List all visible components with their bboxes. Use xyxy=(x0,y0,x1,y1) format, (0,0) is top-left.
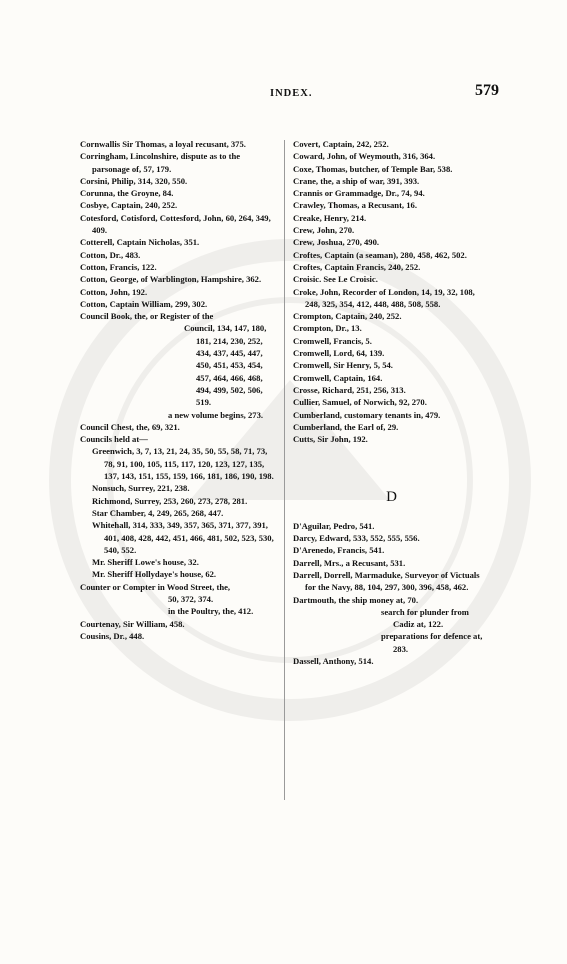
index-entry: Cotton, Dr., 483. xyxy=(80,249,141,260)
index-entry: Cromwell, Francis, 5. xyxy=(293,335,372,346)
index-entry: Cromwell, Captain, 164. xyxy=(293,372,383,383)
page-header xyxy=(0,82,567,102)
index-entry: Cousins, Dr., 448. xyxy=(80,630,145,641)
index-entry: Croftes, Captain (a seaman), 280, 458, 462, 502. xyxy=(293,249,467,260)
index-entry: Richmond, Surrey, 253, 260, 273, 278, 281. xyxy=(92,495,248,506)
index-entry: Mr. Sheriff Lowe's house, 32. xyxy=(92,557,199,568)
index-entry: Councils held at— xyxy=(80,434,148,445)
index-entry: Cotesford, Cotisford, Cottesford, John, 60, 264, 349, 409. xyxy=(80,212,271,236)
c-entries xyxy=(293,138,491,445)
index-entry: Dassell, Anthony, 514. xyxy=(293,655,374,666)
index-entry: Corsini, Philip, 314, 320, 550. xyxy=(80,175,188,186)
index-entry: 50, 372, 374. xyxy=(168,593,214,604)
index-entry: Council Book, the, or Register of the xyxy=(80,311,214,322)
index-entry: Cotton, Captain William, 299, 302. xyxy=(80,298,208,309)
index-entry: Crane, the, a ship of war, 391, 393. xyxy=(293,175,420,186)
index-entry: Crompton, Dr., 13. xyxy=(293,323,362,334)
page-number: 579 xyxy=(475,82,499,99)
index-entry: Nonsuch, Surrey, 221, 238. xyxy=(92,483,190,494)
index-entry: Whitehall, 314, 333, 349, 357, 365, 371, 377, 391, 401, 408, 428, 442, 451, 466, 481, 502, 523, 530, 540, 552. xyxy=(92,520,274,555)
index-entry: Croke, John, Recorder of London, 14, 19, 32, 108, 248, 325, 354, 412, 448, 488, 508, 558. xyxy=(293,286,475,309)
index-entry: Creake, Henry, 214. xyxy=(293,212,367,223)
index-entry: Cornwallis Sir Thomas, a loyal recusant, 375. xyxy=(80,139,246,149)
index-entry: Council, 134, 147, 180, 181, 214, 230, 252, 434, 437, 445, 447, 450, 451, 453, 454, 457, 464, 466, 468, 494, 499, 502, 506, 519. xyxy=(184,323,267,408)
index-entry: Corringham, Lincolnshire, dispute as to the parsonage of, 57, 179. xyxy=(80,151,241,174)
index-entry: Croftes, Captain Francis, 240, 252. xyxy=(293,261,421,272)
index-entry: Crompton, Captain, 240, 252. xyxy=(293,311,402,322)
index-column-right xyxy=(293,138,491,667)
index-entry: Cutts, Sir John, 192. xyxy=(293,434,368,445)
index-column-left xyxy=(80,138,278,642)
d-entries xyxy=(293,520,491,668)
index-entry: Cromwell, Lord, 64, 139. xyxy=(293,348,385,359)
index-entry: Greenwich, 3, 7, 13, 21, 24, 35, 50, 55, 58, 71, 73, 78, 91, 100, 105, 115, 117, 120, 123, 127, 135, 137, 143, 151, 155, 159, 166, 181, 186, 190, 198. xyxy=(92,446,274,482)
index-entry: Cromwell, Sir Henry, 5, 54. xyxy=(293,360,393,371)
index-entry: Cotton, John, 192. xyxy=(80,286,148,297)
index-entry: D'Aguilar, Pedro, 541. xyxy=(293,520,375,531)
index-entry: in the Poultry, the, 412. xyxy=(168,606,254,617)
index-entry: Counter or Compter in Wood Street, the, xyxy=(80,581,231,592)
index-entry: Darrell, Dorrell, Marmaduke, Surveyor of Victuals for the Navy, 88, 104, 297, 300, 396, 458, 462. xyxy=(293,569,480,593)
index-entry: Darcy, Edward, 533, 552, 555, 556. xyxy=(293,533,420,544)
index-entry: Coward, John, of Weymouth, 316, 364. xyxy=(293,151,436,162)
index-entry: Crew, Joshua, 270, 490. xyxy=(293,237,380,248)
index-entry: Cotterell, Captain Nicholas, 351. xyxy=(80,237,200,248)
column-divider xyxy=(284,140,285,800)
index-entry: Council Chest, the, 69, 321. xyxy=(80,421,180,432)
index-entry: Coxe, Thomas, butcher, of Temple Bar, 538. xyxy=(293,163,453,174)
index-entry: Cotton, Francis, 122. xyxy=(80,261,157,272)
index-entry: Croisic. See Le Croisic. xyxy=(293,274,378,285)
index-entry: search for plunder from Cadiz at, 122. xyxy=(381,606,469,630)
index-entry: Cumberland, customary tenants in, 479. xyxy=(293,409,441,420)
section-letter: D xyxy=(386,489,398,506)
index-entry: Cosbye, Captain, 240, 252. xyxy=(80,200,178,211)
index-entry: Crew, John, 270. xyxy=(293,225,355,236)
index-entry: Crannis or Grammadge, Dr., 74, 94. xyxy=(293,188,425,199)
index-entry: Crosse, Richard, 251, 256, 313. xyxy=(293,384,406,395)
index-entry: Star Chamber, 4, 249, 265, 268, 447. xyxy=(92,507,224,518)
index-entry: Mr. Sheriff Hollydaye's house, 62. xyxy=(92,569,217,580)
index-entry: Crawley, Thomas, a Recusant, 16. xyxy=(293,200,417,211)
index-entry: Dartmouth, the ship money at, 70. xyxy=(293,594,419,605)
index-entry: Courtenay, Sir William, 458. xyxy=(80,618,185,629)
index-entry: Cumberland, the Earl of, 29. xyxy=(293,421,399,432)
index-entry: Corunna, the Groyne, 84. xyxy=(80,188,174,199)
index-entry: preparations for defence at, 283. xyxy=(381,631,483,654)
index-entry: Cotton, George, of Warblington, Hampshire, 362. xyxy=(80,274,262,285)
index-entry: Darrell, Mrs., a Recusant, 531. xyxy=(293,557,406,568)
index-entry: Covert, Captain, 242, 252. xyxy=(293,139,389,149)
index-entry: Cullier, Samuel, of Norwich, 92, 270. xyxy=(293,397,427,408)
running-title: INDEX. xyxy=(270,88,313,99)
index-entry: a new volume begins, 273. xyxy=(168,409,264,420)
index-entry: D'Arenedo, Francis, 541. xyxy=(293,545,385,556)
